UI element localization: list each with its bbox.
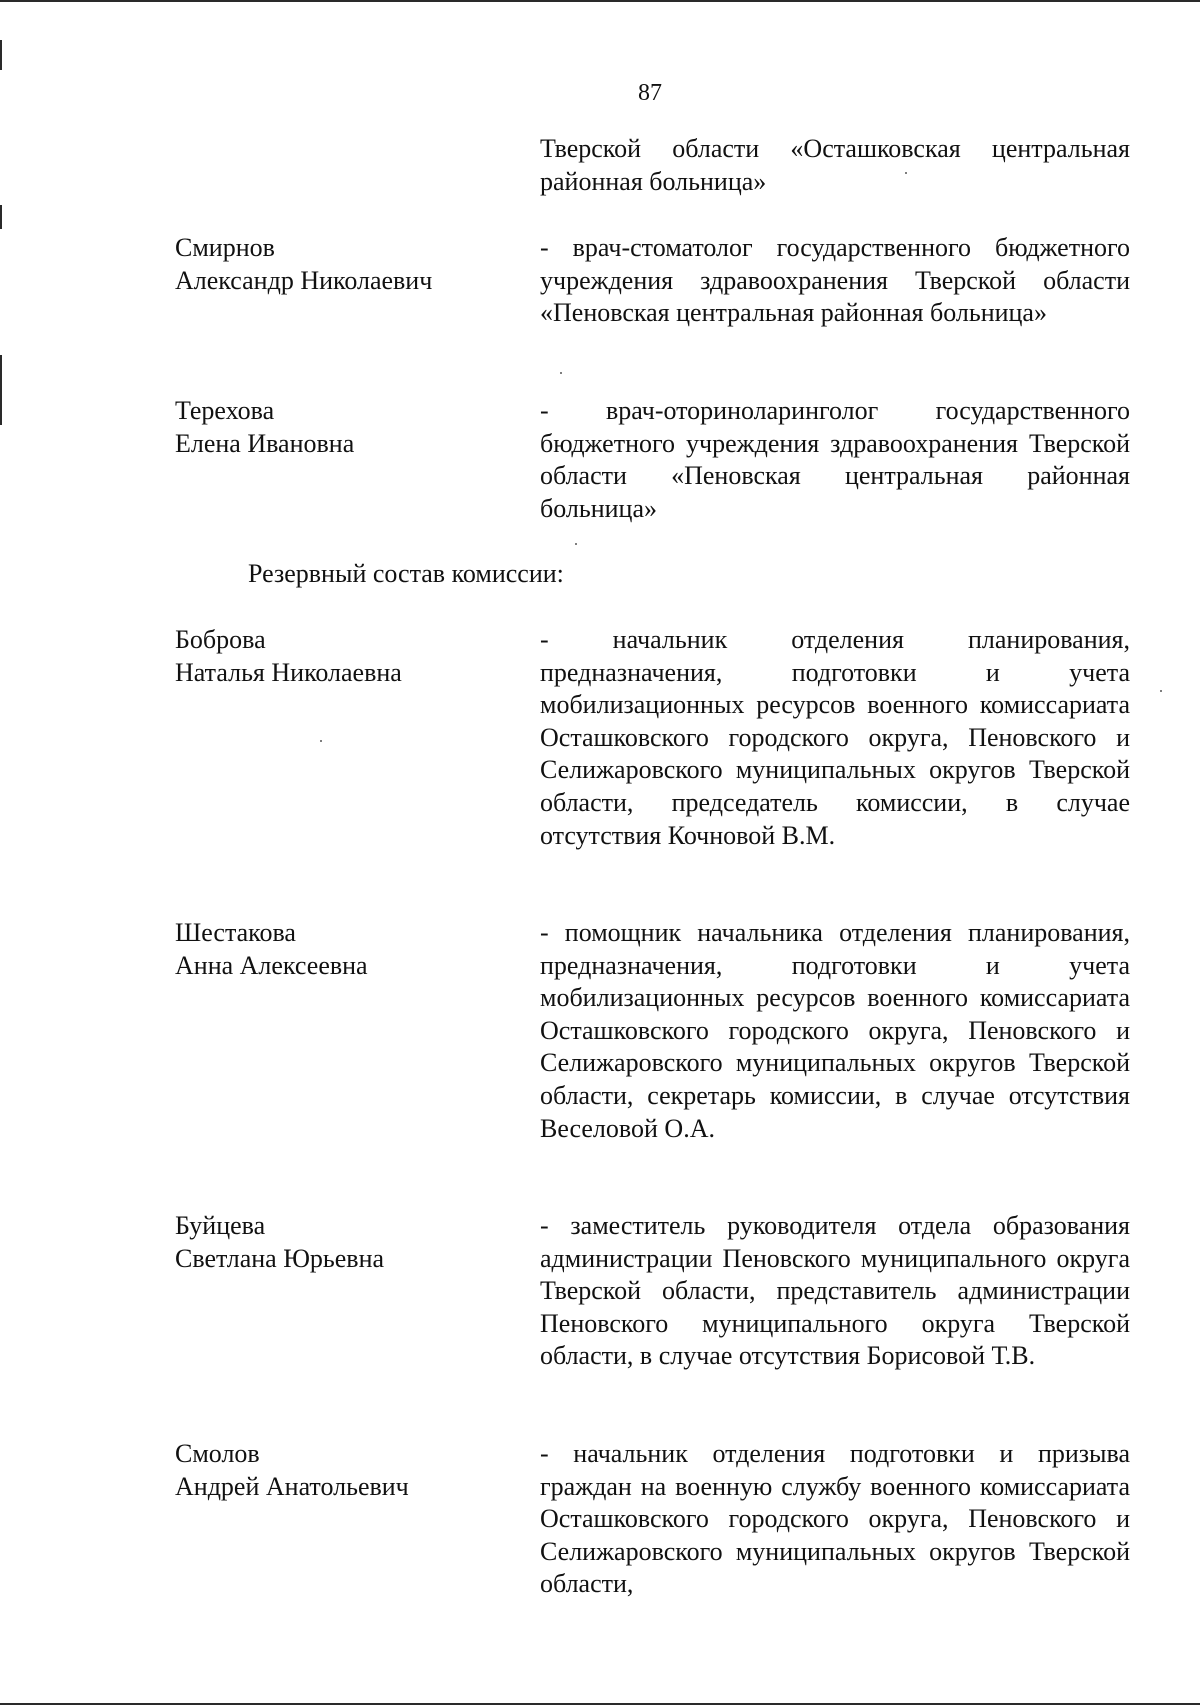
member-role: - врач-стоматолог государственного бюджетного учреждения здравоохранения Тверской области «Пеновская центральная районная больница» <box>540 233 1130 328</box>
scan-edge-top <box>0 0 1200 2</box>
scan-speck <box>320 740 322 742</box>
scan-edge-left-mark <box>0 205 2 229</box>
scan-edge-left-mark <box>0 40 2 70</box>
member-name <box>175 395 515 460</box>
scan-edge-bottom <box>0 1703 1200 1705</box>
member-surname: Терехова <box>175 396 275 425</box>
member-name <box>175 1438 515 1503</box>
member-name <box>175 1210 515 1275</box>
scan-speck <box>1160 690 1162 692</box>
member-role: - помощник начальника отделения планирования, предназначения, подготовки и учета мобилизационных ресурсов военного комиссариата Осташковского городского округа, Пеновского и Селижаровского муниципальных округов Тверской области, секретарь комиссии, в случае отсутствия Веселовой О.А. <box>540 918 1130 1143</box>
member-given-names: Андрей Анатольевич <box>175 1471 409 1501</box>
continuation-text: Тверской области «Осташковская центральная районная больница» <box>540 134 1130 196</box>
member-name <box>175 917 515 982</box>
member-name <box>175 232 515 297</box>
member-surname: Смирнов <box>175 233 275 262</box>
member-given-names: Светлана Юрьевна <box>175 1243 385 1273</box>
member-given-names: Александр Николаевич <box>175 265 433 295</box>
reserve-section-title: Резервный состав комиссии: <box>248 559 564 588</box>
member-role: - заместитель руководителя отдела образования администрации Пеновского муниципального округа Тверской области, представитель администрации Пеновского муниципального округа Тверской области, в случае отсутствия Борисовой Т.В. <box>540 1211 1130 1371</box>
member-surname: Смолов <box>175 1439 260 1468</box>
member-name <box>175 624 515 689</box>
member-role: - врач-оториноларинголог государственного бюджетного учреждения здравоохранения Тверской области «Пеновская центральная районная больница» <box>540 396 1130 523</box>
member-given-names: Елена Ивановна <box>175 428 355 458</box>
member-surname: Буйцева <box>175 1211 266 1240</box>
page-number: 87 <box>638 80 662 106</box>
scan-edge-left-mark <box>0 355 2 425</box>
member-surname: Боброва <box>175 625 266 654</box>
scan-speck <box>560 372 562 374</box>
member-role: - начальник отделения планирования, предназначения, подготовки и учета мобилизационных ресурсов военного комиссариата Осташковского городского округа, Пеновского и Селижаровского муниципальных округов Тверской области, председатель комиссии, в случае отсутствия Кочновой В.М. <box>540 625 1130 850</box>
member-given-names: Анна Алексеевна <box>175 950 368 980</box>
member-role: - начальник отделения подготовки и призыва граждан на военную службу военного комиссариата Осташковского городского округа, Пеновского и Селижаровского муниципальных округов Тверской области, <box>540 1439 1130 1599</box>
member-surname: Шестакова <box>175 918 296 947</box>
scan-speck <box>575 543 577 545</box>
member-given-names: Наталья Николаевна <box>175 657 402 687</box>
